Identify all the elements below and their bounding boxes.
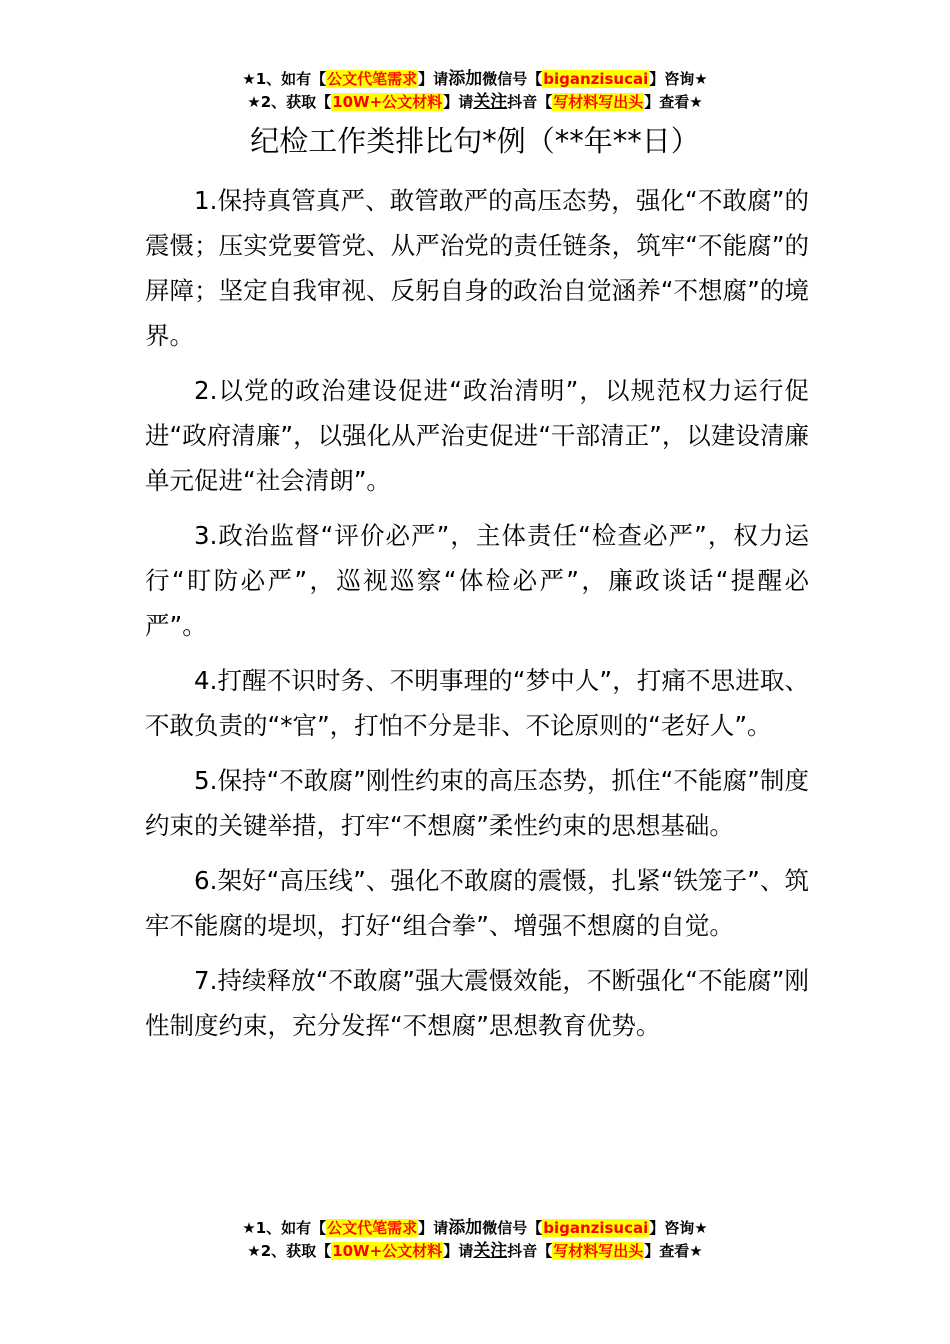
- banner-line-1: [0, 68, 950, 91]
- banner-line-2: [0, 91, 950, 114]
- banner-text: 】咨询★: [649, 70, 708, 88]
- highlight-wechat-id: biganzisucai: [543, 70, 649, 88]
- banner-text: 2、获取【: [260, 1242, 332, 1260]
- star-icon: ★: [242, 1219, 256, 1237]
- footer-banner: [0, 1217, 950, 1263]
- highlight-materials: 10W+公文材料: [332, 1242, 443, 1260]
- highlight-service: 公文代笔需求: [327, 1219, 418, 1237]
- banner-text: 微信号【: [482, 1219, 543, 1237]
- paragraph-3: 3.政治监督“评价必严”，主体责任“检查必严”，权力运行“盯防必严”，巡视巡察“体检必严”，廉政谈话“提醒必严”。: [145, 521, 809, 640]
- paragraph-1: 1.保持真管真严、敢管敢严的高压态势，强化“不敢腐”的震慑；压实党要管党、从严治党的责任链条，筑牢“不能腐”的屏障；坚定自我审视、反躬自身的政治自觉涵养“不想腐”的境界。: [145, 186, 809, 350]
- star-icon: ★: [247, 1242, 261, 1260]
- banner-line-1: [0, 1217, 950, 1240]
- banner-text: 微信号【: [482, 70, 543, 88]
- highlight-materials: 10W+公文材料: [332, 93, 443, 111]
- paragraph-6: 6.架好“高压线”、强化不敢腐的震慑，扎紧“铁笼子”、筑牢不能腐的堤坝，打好“组合拳”、增强不想腐的自觉。: [145, 866, 809, 940]
- banner-text: 】请: [443, 1242, 474, 1260]
- banner-text: 1、如有【: [255, 1219, 327, 1237]
- paragraph-2: 2.以党的政治建设促进“政治清明”，以规范权力运行促进“政府清廉”，以强化从严治吏促进“干部清正”，以建设清廉单元促进“社会清朗”。: [145, 376, 809, 495]
- banner-text: 】请: [418, 70, 449, 88]
- banner-text: 1、如有【: [255, 70, 327, 88]
- banner-text: 】请: [443, 93, 474, 111]
- highlight-wechat-id: biganzisucai: [543, 1219, 649, 1237]
- highlight-service: 公文代笔需求: [327, 70, 418, 88]
- paragraph-7: 7.持续释放“不敢腐”强大震慑效能，不断强化“不能腐”刚性制度约束，充分发挥“不想腐”思想教育优势。: [145, 966, 809, 1040]
- document-title: 纪检工作类排比句*例（**年**日）: [250, 124, 700, 158]
- banner-text: 2、获取【: [260, 93, 332, 111]
- banner-text: 】查看★: [644, 1242, 703, 1260]
- paragraph-4: 4.打醒不识时务、不明事理的“梦中人”，打痛不思进取、不敢负责的“*官”，打怕不分是非、不论原则的“老好人”。: [145, 666, 809, 740]
- banner-line-2: [0, 1240, 950, 1263]
- banner-emphasis: 添加: [448, 69, 483, 89]
- banner-text: 抖音【: [507, 1242, 553, 1260]
- star-icon: ★: [242, 70, 256, 88]
- banner-text: 抖音【: [507, 93, 553, 111]
- paragraph-5: 5.保持“不敢腐”刚性约束的高压态势，抓住“不能腐”制度约束的关键举措，打牢“不想腐”柔性约束的思想基础。: [145, 766, 809, 840]
- document-body: [145, 178, 809, 1058]
- banner-text: 】咨询★: [649, 1219, 708, 1237]
- star-icon: ★: [247, 93, 261, 111]
- banner-text: 】请: [418, 1219, 449, 1237]
- highlight-douyin-id: 写材料写出头: [553, 93, 644, 111]
- highlight-douyin-id: 写材料写出头: [553, 1242, 644, 1260]
- banner-text: 】查看★: [644, 93, 703, 111]
- banner-emphasis: 关注: [473, 92, 508, 112]
- header-banner: [0, 68, 950, 114]
- banner-emphasis: 关注: [473, 1241, 508, 1261]
- banner-emphasis: 添加: [448, 1218, 483, 1238]
